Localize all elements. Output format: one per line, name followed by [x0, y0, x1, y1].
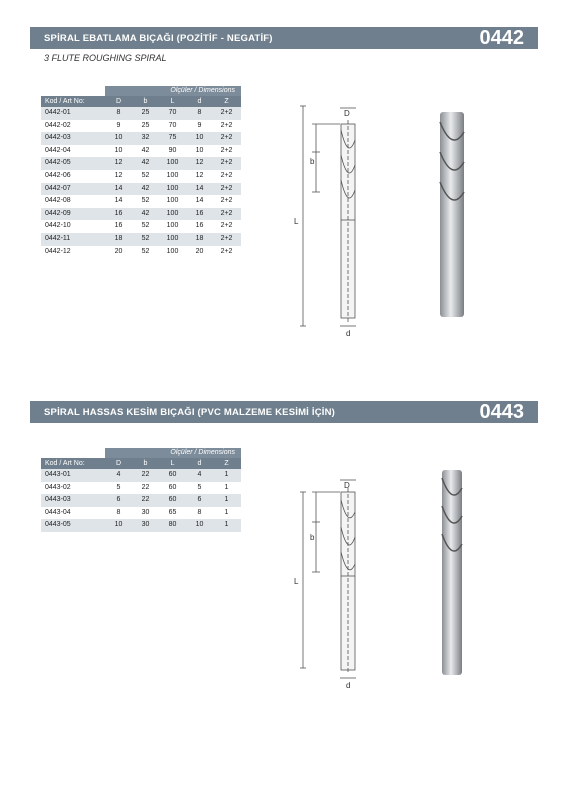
- technical-drawing-0443: [290, 472, 370, 692]
- table-header-row: [41, 458, 241, 469]
- table-cell: 100: [166, 171, 179, 179]
- technical-drawing-0442: [290, 100, 370, 340]
- table-cell: 0442-07: [45, 184, 71, 192]
- table-cell: 2+2: [220, 209, 233, 217]
- table-row: [41, 195, 241, 208]
- table-cell: 16: [195, 222, 204, 230]
- table-cell: 22: [141, 483, 150, 491]
- table-cell: 14: [195, 197, 204, 205]
- table-cell: 8: [116, 508, 121, 516]
- table-cell: 0443-02: [45, 483, 71, 491]
- table-cell: 10: [195, 146, 204, 154]
- col-header: b: [143, 460, 148, 467]
- table-cell: 8: [197, 508, 202, 516]
- product-code: 0442: [479, 27, 524, 49]
- table-cell: 12: [114, 171, 123, 179]
- table-row: [41, 120, 241, 133]
- col-header: D: [115, 98, 122, 105]
- label-b: b: [310, 157, 315, 166]
- table-cell: 42: [141, 209, 150, 217]
- table-cell: 18: [114, 234, 123, 242]
- table-cell: 52: [141, 171, 150, 179]
- table-cell: 0442-12: [45, 247, 71, 255]
- table-cell: 2+2: [220, 197, 233, 205]
- table-cell: 2+2: [220, 146, 233, 154]
- section-title: SPİRAL HASSAS KESİM BIÇAĞI (PVC MALZEME KESİMİ İÇİN): [44, 407, 336, 418]
- table-cell: 9: [116, 121, 121, 129]
- col-header: b: [143, 98, 148, 105]
- table-row: [41, 107, 241, 120]
- table-cell: 1: [224, 496, 229, 504]
- table-cell: 52: [141, 234, 150, 242]
- table-cell: 22: [141, 471, 150, 478]
- table-row: [41, 183, 241, 196]
- table-cell: 0443-05: [45, 521, 71, 529]
- table-cell: 2+2: [220, 159, 233, 167]
- table-cell: 22: [141, 496, 150, 504]
- table-cell: 60: [168, 483, 177, 491]
- table-cell: 100: [166, 222, 179, 230]
- table-cell: 2+2: [220, 222, 233, 230]
- table-cell: 30: [141, 521, 150, 529]
- table-cell: 70: [168, 109, 177, 116]
- table-cell: 0442-10: [45, 222, 71, 230]
- label-D: D: [344, 109, 350, 118]
- table-cell: 0442-05: [45, 159, 71, 167]
- table-row: [41, 145, 241, 158]
- col-header: D: [115, 460, 122, 467]
- table-cell: 8: [116, 109, 121, 116]
- table-cell: 42: [141, 184, 150, 192]
- table-row: [41, 132, 241, 145]
- table-header-row: [41, 96, 241, 107]
- table-cell: 6: [197, 496, 202, 504]
- table-row: [41, 208, 241, 221]
- col-header: d: [197, 460, 202, 467]
- col-header: Kod / Art No:: [45, 98, 85, 105]
- table-cell: 0442-06: [45, 171, 71, 179]
- table-row: [41, 482, 241, 495]
- table-cell: 1: [224, 471, 229, 478]
- table-cell: 0442-01: [45, 109, 71, 116]
- table-row: [41, 469, 241, 482]
- product-code: 0443: [479, 401, 524, 423]
- table-cell: 2+2: [220, 234, 233, 242]
- table-cell: 70: [168, 121, 177, 129]
- dimensions-header: Ölçüler / Dimensions: [105, 448, 241, 458]
- col-header: L: [170, 98, 175, 105]
- table-cell: 1: [224, 483, 229, 491]
- section-header-0443: [30, 401, 538, 423]
- table-cell: 75: [168, 134, 177, 142]
- label-d: d: [346, 681, 351, 690]
- table-cell: 5: [116, 483, 121, 491]
- dimensions-header: Ölçüler / Dimensions: [105, 86, 241, 96]
- table-cell: 2+2: [220, 109, 233, 116]
- table-cell: 65: [168, 508, 177, 516]
- table-row: [41, 494, 241, 507]
- table-cell: 2+2: [220, 171, 233, 179]
- label-L: L: [294, 217, 299, 226]
- dimension-table-0442: [41, 86, 241, 258]
- table-cell: 25: [141, 109, 150, 116]
- col-header: Kod / Art No:: [45, 460, 85, 467]
- table-cell: 52: [141, 197, 150, 205]
- table-cell: 42: [141, 146, 150, 154]
- table-cell: 30: [141, 508, 150, 516]
- table-cell: 14: [195, 184, 204, 192]
- col-header: d: [197, 98, 202, 105]
- table-cell: 0442-09: [45, 209, 71, 217]
- table-cell: 0442-04: [45, 146, 71, 154]
- table-cell: 5: [197, 483, 202, 491]
- table-cell: 100: [166, 184, 179, 192]
- table-cell: 16: [195, 209, 204, 217]
- table-cell: 100: [166, 247, 179, 255]
- table-cell: 0443-01: [45, 471, 71, 478]
- endmill-photo-0443: [430, 470, 470, 680]
- table-cell: 14: [114, 197, 123, 205]
- table-cell: 32: [141, 134, 150, 142]
- table-cell: 14: [114, 184, 123, 192]
- col-header: L: [170, 460, 175, 467]
- table-cell: 0443-03: [45, 496, 71, 504]
- table-row: [41, 233, 241, 246]
- table-cell: 20: [114, 247, 123, 255]
- table-cell: 1: [224, 521, 229, 529]
- table-cell: 52: [141, 247, 150, 255]
- table-cell: 20: [195, 247, 204, 255]
- table-cell: 18: [195, 234, 204, 242]
- label-D: D: [344, 481, 350, 490]
- label-b: b: [310, 533, 315, 542]
- table-cell: 52: [141, 222, 150, 230]
- table-cell: 0442-03: [45, 134, 71, 142]
- table-cell: 16: [114, 222, 123, 230]
- col-header: Z: [224, 460, 229, 467]
- dimension-table-0443: [41, 448, 241, 532]
- section-subtitle: 3 FLUTE ROUGHING SPIRAL: [44, 53, 167, 63]
- table-row: [41, 246, 241, 259]
- col-header: Z: [224, 98, 229, 105]
- table-row: [41, 519, 241, 532]
- table-cell: 8: [197, 109, 202, 116]
- table-cell: 25: [141, 121, 150, 129]
- label-d: d: [346, 329, 351, 338]
- table-cell: 10: [195, 134, 204, 142]
- table-cell: 9: [197, 121, 202, 129]
- table-cell: 16: [114, 209, 123, 217]
- table-cell: 0442-11: [45, 234, 71, 242]
- table-cell: 12: [195, 171, 204, 179]
- table-cell: 1: [224, 508, 229, 516]
- table-cell: 2+2: [220, 184, 233, 192]
- table-row: [41, 157, 241, 170]
- table-cell: 100: [166, 197, 179, 205]
- table-cell: 4: [197, 471, 202, 478]
- table-cell: 60: [168, 471, 177, 478]
- endmill-photo-0442: [430, 112, 470, 322]
- table-cell: 10: [114, 134, 123, 142]
- label-L: L: [294, 577, 299, 586]
- table-cell: 10: [195, 521, 204, 529]
- table-cell: 0442-02: [45, 121, 71, 129]
- table-cell: 42: [141, 159, 150, 167]
- table-cell: 2+2: [220, 134, 233, 142]
- table-cell: 2+2: [220, 247, 233, 255]
- table-cell: 10: [114, 521, 123, 529]
- table-cell: 4: [116, 471, 121, 478]
- table-cell: 2+2: [220, 121, 233, 129]
- table-cell: 10: [114, 146, 123, 154]
- table-cell: 100: [166, 209, 179, 217]
- table-cell: 0443-04: [45, 508, 71, 516]
- table-cell: 80: [168, 521, 177, 529]
- table-cell: 100: [166, 234, 179, 242]
- table-row: [41, 507, 241, 520]
- section-title: SPİRAL EBATLAMA BIÇAĞI (POZİTİF - NEGATİF): [44, 33, 273, 44]
- table-cell: 60: [168, 496, 177, 504]
- table-cell: 6: [116, 496, 121, 504]
- table-cell: 0442-08: [45, 197, 71, 205]
- table-cell: 12: [114, 159, 123, 167]
- table-cell: 12: [195, 159, 204, 167]
- table-cell: 90: [168, 146, 177, 154]
- table-row: [41, 220, 241, 233]
- section-header-0442: [30, 27, 538, 49]
- table-cell: 100: [166, 159, 179, 167]
- table-row: [41, 170, 241, 183]
